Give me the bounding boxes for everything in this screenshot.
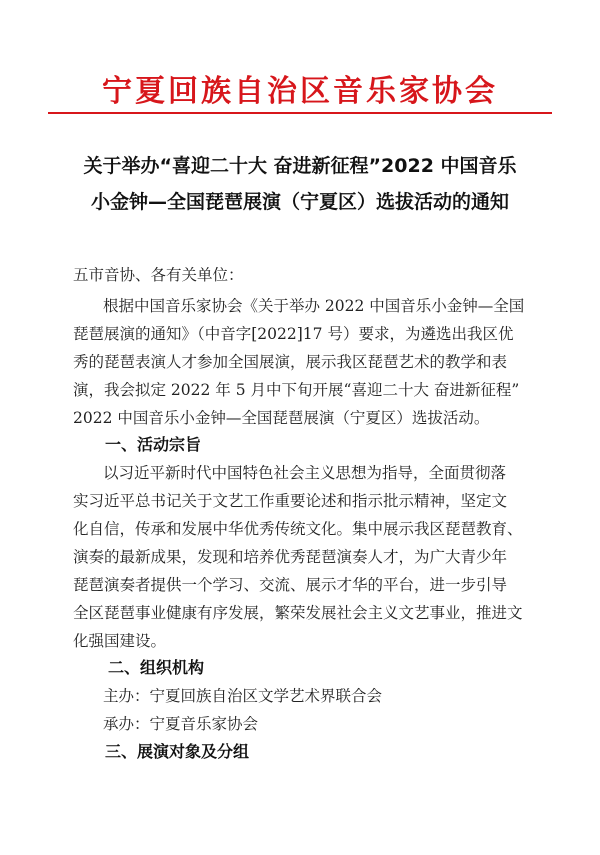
intro-line: 琵琶展演的通知》（中音字[2022]17 号）要求，为遴选出我区优	[73, 325, 514, 343]
purpose-line: 全区琵琶事业健康有序发展，繁荣发展社会主义文艺事业，推进文	[73, 604, 523, 622]
purpose-line: 实习近平总书记关于文艺工作重要论述和指示批示精神，坚定文	[73, 492, 508, 510]
host-line: 主办：宁夏回族自治区文学艺术界联合会	[103, 687, 383, 705]
section-heading-participants: 三、展演对象及分组	[105, 742, 250, 761]
document-title-line-1: 关于举办“喜迎二十大 奋进新征程”2022 中国音乐	[83, 155, 517, 177]
section-heading-organization: 二、组织机构	[108, 658, 205, 677]
purpose-line: 琵琶演奏者提供一个学习、交流、展示才华的平台，进一步引导	[73, 576, 508, 594]
purpose-line: 演奏的最新成果，发现和培养优秀琵琶演奏人才，为广大青少年	[73, 548, 508, 566]
intro-line: 秀的琵琶表演人才参加全国展演，展示我区琵琶艺术的教学和表	[73, 353, 508, 371]
letterhead-divider	[48, 112, 552, 114]
organizer-line: 承办：宁夏音乐家协会	[103, 715, 259, 733]
section-heading-purpose: 一、活动宗旨	[105, 435, 202, 454]
purpose-line: 化强国建设。	[73, 632, 167, 650]
org-letterhead: 宁夏回族自治区音乐家协会	[102, 74, 498, 109]
intro-line: 演，我会拟定 2022 年 5 月中下旬开展“喜迎二十大 奋进新征程”	[73, 381, 520, 399]
document-title-line-2: 小金钟—全国琵琶展演（宁夏区）选拔活动的通知	[90, 191, 509, 213]
salutation: 五市音协、各有关单位：	[73, 266, 244, 284]
intro-line: 根据中国音乐家协会《关于举办 2022 中国音乐小金钟—全国	[103, 297, 525, 315]
purpose-line: 以习近平新时代中国特色社会主义思想为指导，全面贯彻落	[103, 464, 507, 482]
purpose-line: 化自信，传承和发展中华优秀传统文化。集中展示我区琵琶教育、	[73, 520, 523, 538]
intro-line: 2022 中国音乐小金钟—全国琵琶展演（宁夏区）选拔活动。	[73, 409, 490, 427]
